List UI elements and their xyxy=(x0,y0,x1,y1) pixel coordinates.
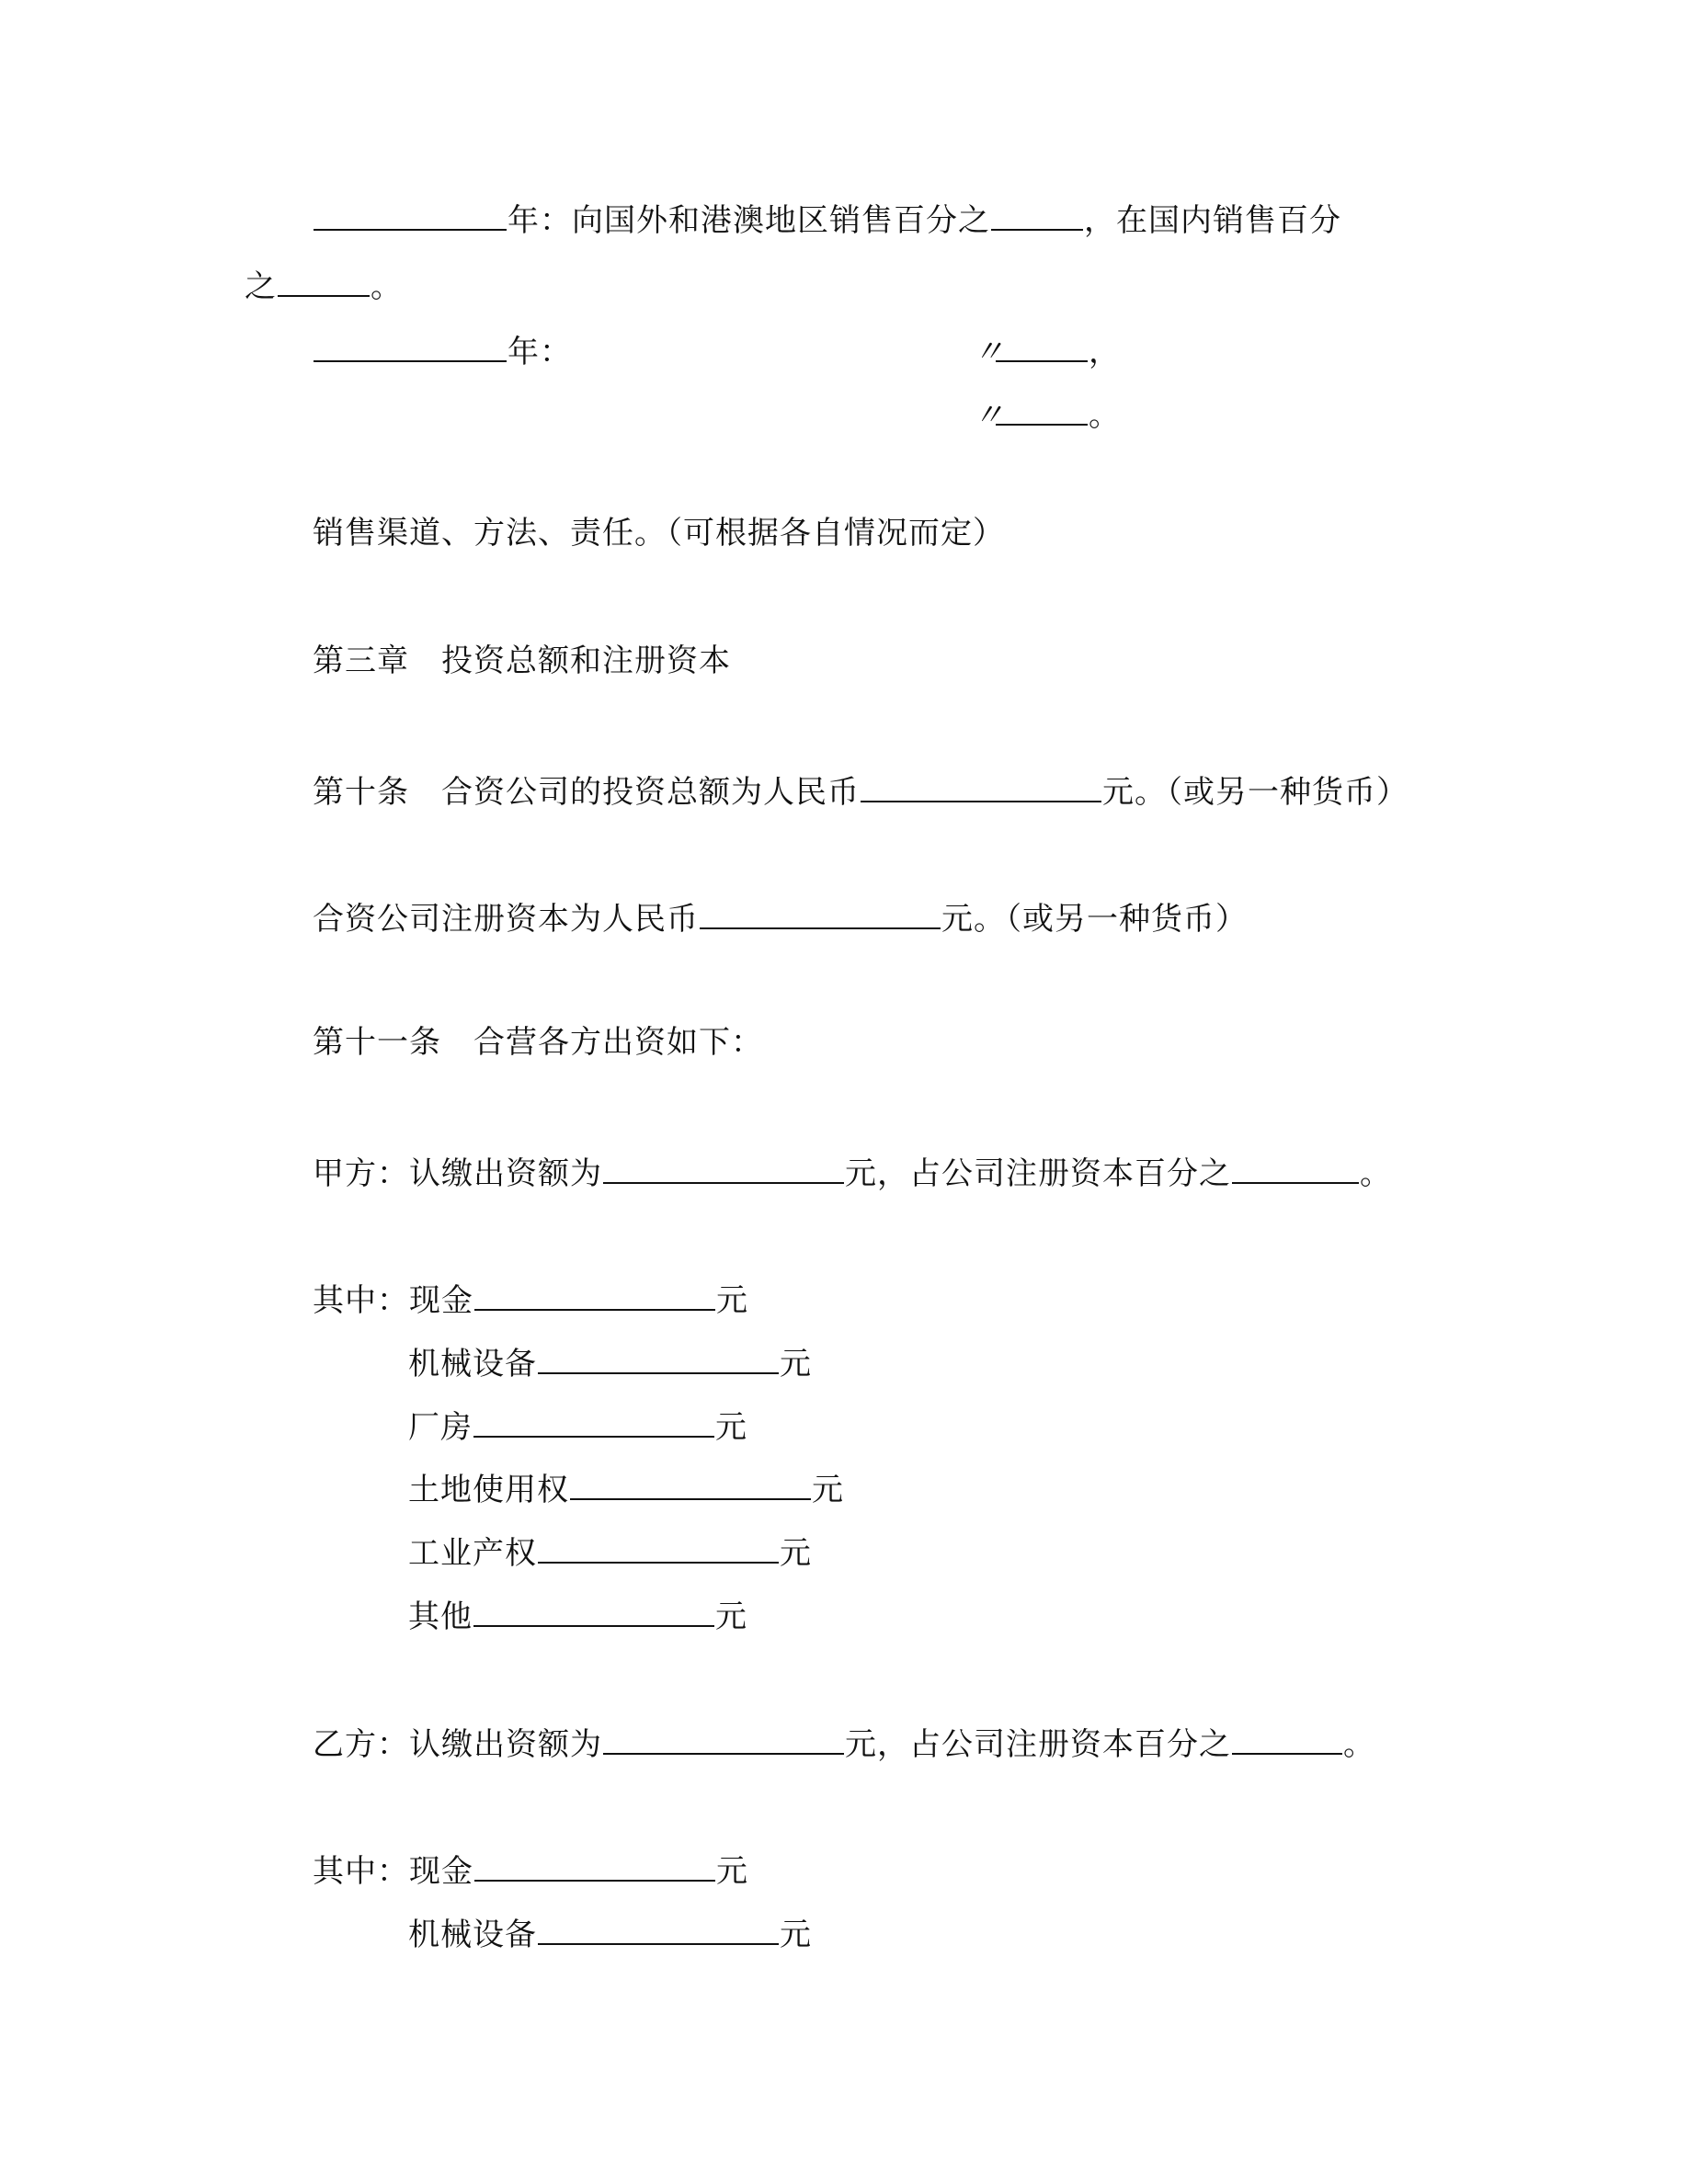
party-a-plant xyxy=(408,1403,747,1449)
foreign-percent-blank xyxy=(991,196,1083,231)
sales-line-2 xyxy=(313,327,572,373)
cash-blank xyxy=(474,1847,715,1882)
ditto-blank-2 xyxy=(996,391,1088,426)
party-a-percent-blank xyxy=(1232,1149,1359,1184)
party-a-share-label: 元，占公司注册资本百分之 xyxy=(845,1155,1231,1192)
unit-yuan: 元 xyxy=(716,1853,748,1890)
party-b-percent-blank xyxy=(1232,1720,1342,1755)
period: 。 xyxy=(1089,397,1121,434)
unit-yuan: 元 xyxy=(716,1282,748,1319)
ditto-mark: 〃 xyxy=(973,334,1005,370)
land-blank xyxy=(570,1465,811,1500)
sales-line-1 xyxy=(313,196,1341,242)
sales-channels: 销售渠道、方法、责任。（可根据各自情况而定） xyxy=(313,515,1005,552)
party-b-cash xyxy=(313,1847,748,1893)
period: 。 xyxy=(371,268,403,305)
party-a-ip xyxy=(408,1529,812,1575)
domestic-percent-blank xyxy=(278,262,370,297)
among-prefix: 其中： xyxy=(313,1282,409,1319)
unit-yuan: 元 xyxy=(780,1346,812,1382)
ditto-line-1 xyxy=(973,327,1121,373)
article-11-heading: 第十一条 合营各方出资如下： xyxy=(313,1024,763,1061)
sales-domestic-label: ，在国内销售百分 xyxy=(1084,202,1341,239)
unit-yuan: 元 xyxy=(780,1917,812,1953)
registered-capital-blank xyxy=(700,894,941,929)
ditto-mark: 〃 xyxy=(973,397,1005,434)
party-b-amount-blank xyxy=(603,1720,844,1755)
plant-label: 厂房 xyxy=(408,1409,473,1446)
period: 。 xyxy=(1360,1155,1392,1192)
year-blank-2 xyxy=(314,327,507,362)
ip-label: 工业产权 xyxy=(408,1535,537,1572)
party-b-machinery xyxy=(408,1910,812,1956)
party-b-share-label: 元，占公司注册资本百分之 xyxy=(845,1726,1231,1763)
registered-capital-label: 合资公司注册资本为人民币 xyxy=(313,901,699,938)
machinery-label: 机械设备 xyxy=(408,1917,537,1953)
party-b-line xyxy=(313,1720,1375,1766)
sales-line-1-cont xyxy=(245,262,403,308)
party-a-other xyxy=(408,1592,747,1638)
ditto-line-2 xyxy=(973,391,1121,437)
ip-blank xyxy=(538,1529,779,1564)
registered-capital xyxy=(313,894,1248,940)
cash-blank xyxy=(474,1276,715,1311)
machinery-blank xyxy=(538,1910,779,1945)
chapter-3-heading: 第三章 投资总额和注册资本 xyxy=(313,643,731,679)
machinery-label: 机械设备 xyxy=(408,1346,537,1382)
party-a-machinery xyxy=(408,1339,812,1385)
other-label: 其他 xyxy=(408,1598,473,1635)
cash-label: 现金 xyxy=(409,1853,473,1890)
plant-blank xyxy=(473,1403,714,1438)
party-a-label: 甲方：认缴出资额为 xyxy=(313,1155,602,1192)
unit-yuan: 元 xyxy=(780,1535,812,1572)
machinery-blank xyxy=(538,1339,779,1374)
comma: ， xyxy=(1089,334,1121,370)
party-a-line xyxy=(313,1149,1392,1195)
party-a-cash xyxy=(313,1276,748,1322)
ditto-blank-1 xyxy=(996,327,1088,362)
total-investment-label: 第十条 合资公司的投资总额为人民币 xyxy=(313,774,860,811)
article-10-total-investment xyxy=(313,768,1409,813)
currency-note: 元。（或另一种货币） xyxy=(941,901,1248,938)
among-prefix: 其中： xyxy=(313,1853,409,1890)
year-blank xyxy=(314,196,507,231)
land-label: 土地使用权 xyxy=(408,1472,569,1508)
unit-yuan: 元 xyxy=(715,1409,747,1446)
currency-note: 元。（或另一种货币） xyxy=(1102,774,1409,811)
party-b-label: 乙方：认缴出资额为 xyxy=(313,1726,602,1763)
other-blank xyxy=(473,1592,714,1627)
sales-foreign-label: 年：向国外和港澳地区销售百分之 xyxy=(508,202,990,239)
total-investment-blank xyxy=(861,768,1101,802)
party-a-amount-blank xyxy=(603,1149,844,1184)
unit-yuan: 元 xyxy=(715,1598,747,1635)
cash-label: 现金 xyxy=(409,1282,473,1319)
period: 。 xyxy=(1343,1726,1375,1763)
year-label-2: 年： xyxy=(508,334,572,370)
sales-cont-prefix: 之 xyxy=(245,268,277,305)
unit-yuan: 元 xyxy=(812,1472,844,1508)
party-a-land xyxy=(408,1465,844,1511)
